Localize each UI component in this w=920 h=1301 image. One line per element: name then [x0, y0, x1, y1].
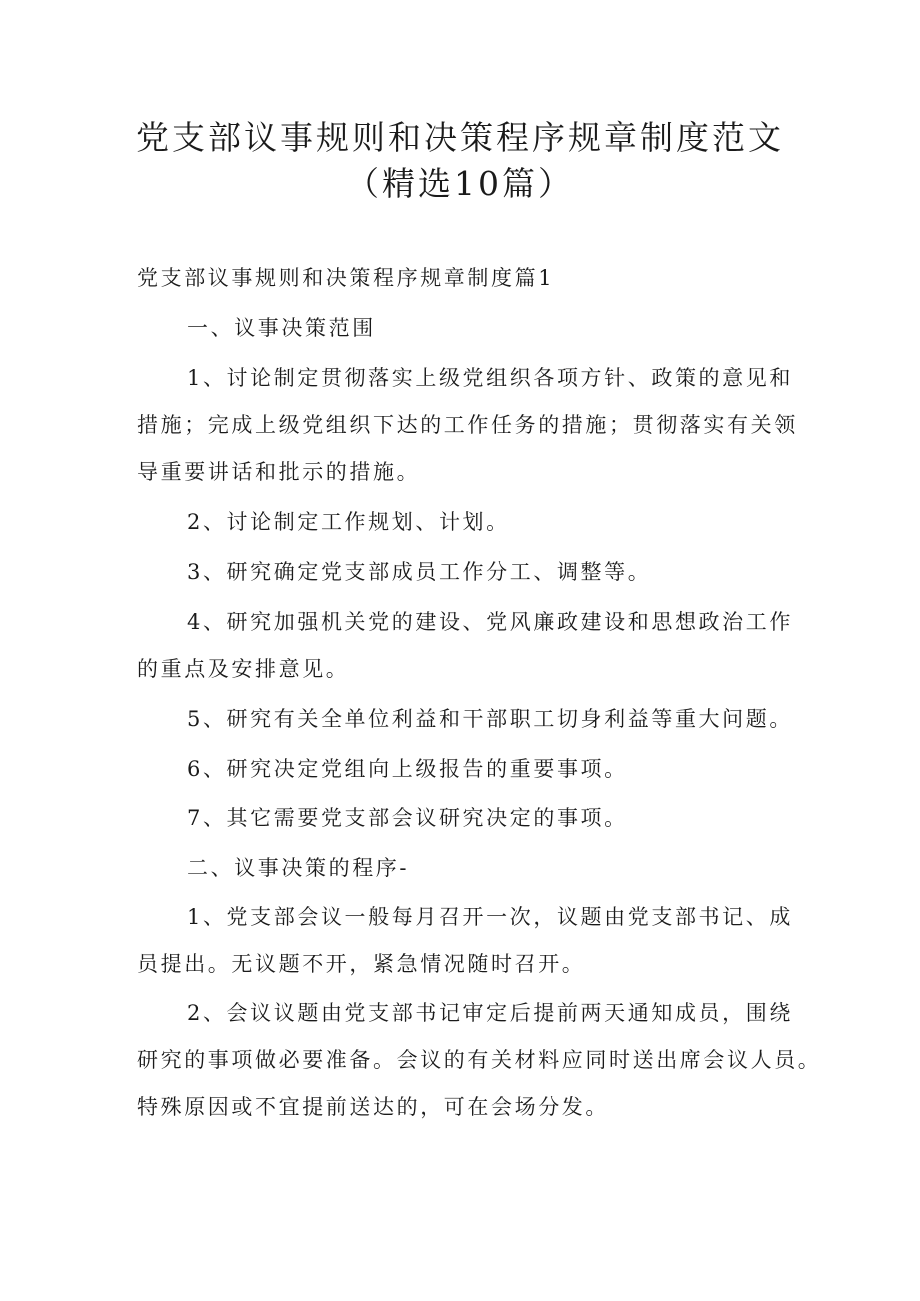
paragraph-line: 5、研究有关全单位利益和干部职工切身利益等重大问题。: [187, 707, 793, 731]
document-title-line-1: 党支部议事规则和决策程序规章制度范文: [136, 118, 784, 157]
paragraph-line: 特殊原因或不宜提前送达的，可在会场分发。: [137, 1095, 609, 1119]
paragraph-line: 研究的事项做必要准备。会议的有关材料应同时送出席会议人员。: [137, 1048, 822, 1072]
document-title-line-2: （精选10篇）: [346, 164, 574, 203]
paragraph-line: 1、党支部会议一般每月召开一次，议题由党支部书记、成: [187, 905, 793, 929]
paragraph-line: 3、研究确定党支部成员工作分工、调整等。: [187, 560, 652, 584]
paragraph-line: 7、其它需要党支部会议研究决定的事项。: [187, 806, 628, 830]
section-heading: 党支部议事规则和决策程序规章制度篇1: [137, 266, 555, 290]
paragraph-line: 6、研究决定党组向上级报告的重要事项。: [187, 757, 628, 781]
paragraph-line: 导重要讲话和批示的措施。: [137, 460, 421, 484]
heading-procedure: 二、议事决策的程序-: [187, 856, 410, 880]
heading-scope: 一、议事决策范围: [187, 316, 376, 340]
paragraph-line: 2、会议议题由党支部书记审定后提前两天通知成员，围绕: [187, 1001, 793, 1025]
paragraph-line: 的重点及安排意见。: [137, 657, 350, 681]
paragraph-line: 员提出。无议题不开，紧急情况随时召开。: [137, 952, 586, 976]
paragraph-line: 2、讨论制定工作规划、计划。: [187, 510, 510, 534]
paragraph-line: 措施；完成上级党组织下达的工作任务的措施；贯彻落实有关领: [137, 413, 798, 437]
paragraph-line: 1、讨论制定贯彻落实上级党组织各项方针、政策的意见和: [187, 366, 793, 390]
paragraph-line: 4、研究加强机关党的建设、党风廉政建设和思想政治工作: [187, 610, 793, 634]
